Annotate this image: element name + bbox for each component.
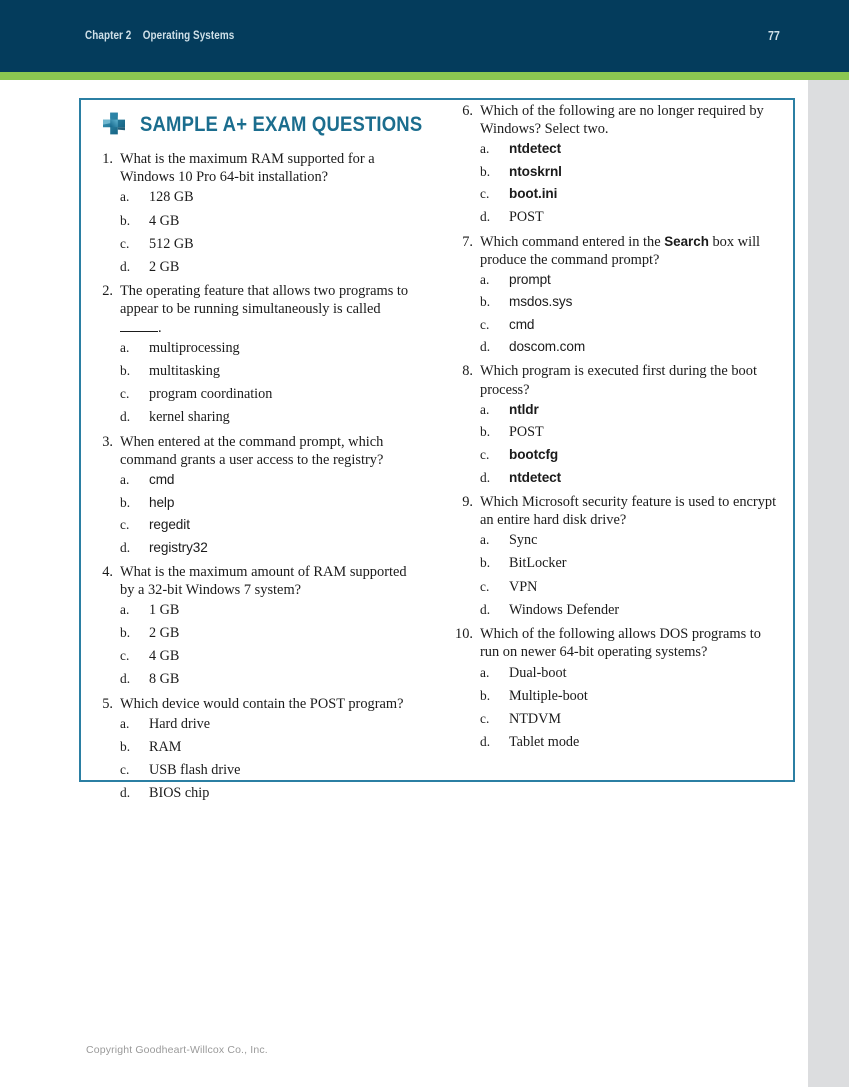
answer-letter: d.: [480, 339, 491, 355]
answer-choice-list: [480, 271, 779, 357]
answer-text: RAM: [149, 739, 182, 756]
exam-question: [449, 625, 779, 751]
answer-text: registry32: [149, 539, 208, 555]
answer-choice[interactable]: [120, 235, 419, 254]
feature-header: [101, 111, 461, 137]
answer-text: Windows Defender: [509, 601, 620, 618]
answer-text: ntdetect: [509, 141, 562, 157]
answer-text: prompt: [509, 271, 551, 287]
question-number: 10.: [455, 626, 473, 643]
answer-text: 4 GB: [149, 648, 180, 665]
answer-text: multitasking: [149, 362, 220, 379]
exam-question: [89, 150, 419, 276]
answer-choice[interactable]: [480, 163, 779, 181]
answer-text: NTDVM: [509, 710, 562, 727]
answer-text: regedit: [149, 517, 190, 533]
answer-text: Tablet mode: [509, 733, 580, 750]
answer-letter: a.: [480, 664, 490, 680]
copyright-notice: Copyright Goodheart-Willcox Co., Inc.: [86, 1044, 268, 1056]
feature-title: SAMPLE A+ EXAM QUESTIONS: [140, 112, 423, 136]
answer-letter: c.: [480, 186, 490, 202]
answer-text: kernel sharing: [149, 409, 230, 426]
question-text-part: Which command entered in the: [480, 233, 665, 250]
answer-choice[interactable]: [480, 469, 779, 487]
answer-choice[interactable]: [480, 601, 779, 620]
answer-choice[interactable]: [120, 494, 419, 512]
answer-choice-list: [120, 715, 419, 803]
answer-choice-list: [480, 531, 779, 619]
answer-text: BitLocker: [509, 555, 567, 572]
answer-letter: a.: [480, 401, 490, 417]
answer-letter: d.: [480, 208, 491, 224]
question-text: Which Microsoft security feature is used to encrypt an entire hard disk drive?: [480, 493, 777, 529]
answer-letter: b.: [480, 424, 491, 440]
question-column-right: [449, 102, 779, 757]
answer-letter: d.: [120, 671, 131, 687]
exam-question: [89, 433, 419, 557]
answer-choice[interactable]: [480, 271, 779, 289]
answer-letter: b.: [480, 294, 491, 310]
question-text: When entered at the command prompt, which command grants a user access to the registry?: [120, 433, 384, 468]
question-column-left: [89, 150, 419, 809]
answer-text: help: [149, 494, 175, 510]
answer-letter: d.: [120, 785, 131, 801]
answer-text: ntldr: [509, 401, 539, 417]
answer-choice[interactable]: [120, 670, 419, 689]
question-text: Which program is executed first during the boot process?: [480, 363, 757, 398]
answer-text: VPN: [509, 578, 538, 595]
answer-choice[interactable]: [480, 338, 779, 356]
answer-letter: b.: [120, 362, 131, 378]
question-text: What is the maximum RAM supported for a Windows 10 Pro 64-bit installation?: [120, 151, 375, 186]
answer-letter: c.: [120, 648, 130, 664]
question-text: What is the maximum amount of RAM supported by a 32-bit Windows 7 system?: [120, 563, 407, 598]
answer-choice-list: [480, 140, 779, 226]
question-number: 4.: [102, 563, 113, 580]
answer-choice[interactable]: [480, 578, 779, 597]
question-text: Which device would contain the POST program?: [120, 695, 404, 712]
answer-choice[interactable]: [120, 188, 419, 207]
answer-choice[interactable]: [120, 258, 419, 277]
answer-letter: a.: [480, 271, 490, 287]
answer-text: Hard drive: [149, 716, 211, 733]
answer-text: Multiple-boot: [509, 687, 588, 704]
question-text: Which of the following are no longer required by Windows? Select two.: [480, 103, 764, 138]
answer-choice[interactable]: [480, 554, 779, 573]
answer-choice[interactable]: [480, 664, 779, 683]
question-list-left: [89, 150, 419, 803]
header-accent-rule: [0, 72, 849, 80]
question-number: 1.: [102, 151, 113, 167]
answer-letter: d.: [480, 469, 491, 485]
answer-text: BIOS chip: [149, 785, 210, 802]
running-header: [0, 0, 849, 72]
answer-letter: a.: [120, 716, 130, 732]
answer-letter: a.: [480, 141, 490, 157]
question-number: 6.: [462, 103, 473, 119]
answer-letter: c.: [120, 762, 130, 778]
answer-choice[interactable]: [480, 185, 779, 203]
medical-plus-icon: [101, 111, 127, 137]
answer-text: ntdetect: [509, 469, 562, 485]
answer-letter: b.: [120, 625, 131, 641]
question-number: 7.: [462, 233, 473, 250]
answer-choice[interactable]: [480, 531, 779, 550]
answer-letter: d.: [120, 539, 131, 555]
question-text-part: box will produce the command prompt?: [480, 233, 761, 268]
answer-choice-list: [480, 664, 779, 752]
fill-in-blank: [120, 320, 158, 332]
answer-letter: b.: [120, 212, 131, 228]
question-number: 9.: [462, 493, 473, 510]
answer-letter: c.: [480, 316, 490, 332]
answer-choice[interactable]: [120, 516, 419, 534]
answer-letter: d.: [120, 409, 131, 425]
answer-choice[interactable]: [480, 140, 779, 158]
answer-choice[interactable]: [120, 601, 419, 620]
answer-choice[interactable]: [120, 408, 419, 427]
answer-choice-list: [120, 601, 419, 689]
answer-letter: d.: [480, 601, 491, 617]
question-text-part: .: [158, 319, 162, 336]
answer-text: Sync: [509, 532, 538, 549]
answer-text: boot.ini: [509, 186, 558, 202]
answer-choice[interactable]: [120, 761, 419, 780]
answer-letter: a.: [480, 532, 490, 548]
answer-text: 8 GB: [149, 671, 180, 688]
answer-choice[interactable]: [120, 784, 419, 803]
question-text: [120, 282, 419, 337]
answer-text: 128 GB: [149, 189, 194, 206]
exam-question: [449, 233, 779, 357]
answer-text: cmd: [149, 472, 175, 488]
answer-text: bootcfg: [509, 447, 559, 463]
exam-question: [449, 102, 779, 227]
exam-question: [89, 563, 419, 689]
answer-choice[interactable]: [120, 362, 419, 381]
answer-choice[interactable]: [120, 715, 419, 734]
answer-letter: c.: [120, 517, 130, 533]
answer-choice[interactable]: [120, 212, 419, 231]
running-header-content: [85, 0, 780, 72]
answer-letter: c.: [480, 578, 490, 594]
answer-text: multiprocessing: [149, 339, 240, 356]
answer-choice-list: [120, 339, 419, 427]
answer-letter: a.: [120, 189, 130, 205]
answer-choice[interactable]: [120, 385, 419, 404]
answer-letter: c.: [120, 386, 130, 402]
answer-choice[interactable]: [480, 733, 779, 752]
answer-choice-list: [120, 471, 419, 557]
answer-choice[interactable]: [120, 339, 419, 358]
exam-question: [89, 695, 419, 803]
answer-choice-list: [120, 188, 419, 276]
answer-text: 4 GB: [149, 212, 180, 229]
answer-choice[interactable]: [480, 423, 779, 442]
answer-text: 1 GB: [149, 602, 180, 619]
answer-letter: d.: [120, 258, 131, 274]
question-text: [480, 233, 779, 269]
answer-text: POST: [509, 424, 544, 441]
answer-choice[interactable]: [120, 471, 419, 489]
answer-text: msdos.sys: [509, 294, 573, 310]
answer-text: USB flash drive: [149, 762, 241, 779]
answer-choice[interactable]: [480, 401, 779, 419]
question-number: 8.: [462, 363, 473, 380]
answer-choice[interactable]: [120, 624, 419, 643]
answer-choice[interactable]: [480, 316, 779, 334]
answer-choice-list: [480, 401, 779, 487]
answer-choice[interactable]: [120, 647, 419, 666]
feature-box-inner: [81, 100, 793, 802]
answer-choice[interactable]: [120, 738, 419, 757]
question-number: 3.: [102, 433, 113, 450]
answer-letter: b.: [480, 555, 491, 571]
answer-letter: b.: [120, 739, 131, 755]
question-text-part: The operating feature that allows two programs to appear to be running simultaneously is called: [120, 283, 409, 318]
answer-choice[interactable]: [480, 208, 779, 227]
answer-text: cmd: [509, 316, 535, 332]
answer-letter: c.: [480, 710, 490, 726]
answer-text: ntoskrnl: [509, 163, 562, 179]
answer-letter: a.: [120, 602, 130, 618]
answer-choice[interactable]: [480, 293, 779, 311]
question-list-right: [449, 102, 779, 751]
answer-letter: c.: [480, 447, 490, 463]
sample-exam-questions-box: [79, 98, 795, 802]
answer-choice[interactable]: [120, 539, 419, 557]
answer-choice[interactable]: [480, 687, 779, 706]
answer-letter: b.: [480, 687, 491, 703]
answer-text: 512 GB: [149, 235, 194, 252]
page-gutter-shade: [808, 80, 849, 1087]
answer-text: Dual-boot: [509, 664, 567, 681]
question-emphasis-term: Search: [664, 233, 709, 249]
chapter-label: Chapter 2 Operating Systems: [85, 30, 235, 42]
answer-letter: d.: [480, 733, 491, 749]
page-number: 77: [768, 29, 780, 43]
answer-text: doscom.com: [509, 339, 586, 355]
answer-text: 2 GB: [149, 625, 180, 642]
question-number: 5.: [102, 695, 113, 712]
answer-text: 2 GB: [149, 258, 180, 275]
exam-question: [449, 493, 779, 619]
answer-text: program coordination: [149, 386, 273, 403]
answer-choice[interactable]: [480, 446, 779, 464]
answer-letter: a.: [120, 339, 130, 355]
question-number: 2.: [102, 283, 113, 300]
answer-choice[interactable]: [480, 710, 779, 729]
answer-text: POST: [509, 208, 544, 225]
answer-letter: b.: [120, 494, 131, 510]
answer-letter: c.: [120, 235, 130, 251]
exam-question: [89, 282, 419, 426]
question-text: Which of the following allows DOS programs to run on newer 64-bit operating systems?: [480, 626, 761, 661]
answer-letter: a.: [120, 472, 130, 488]
answer-letter: b.: [480, 163, 491, 179]
exam-question: [449, 362, 779, 487]
